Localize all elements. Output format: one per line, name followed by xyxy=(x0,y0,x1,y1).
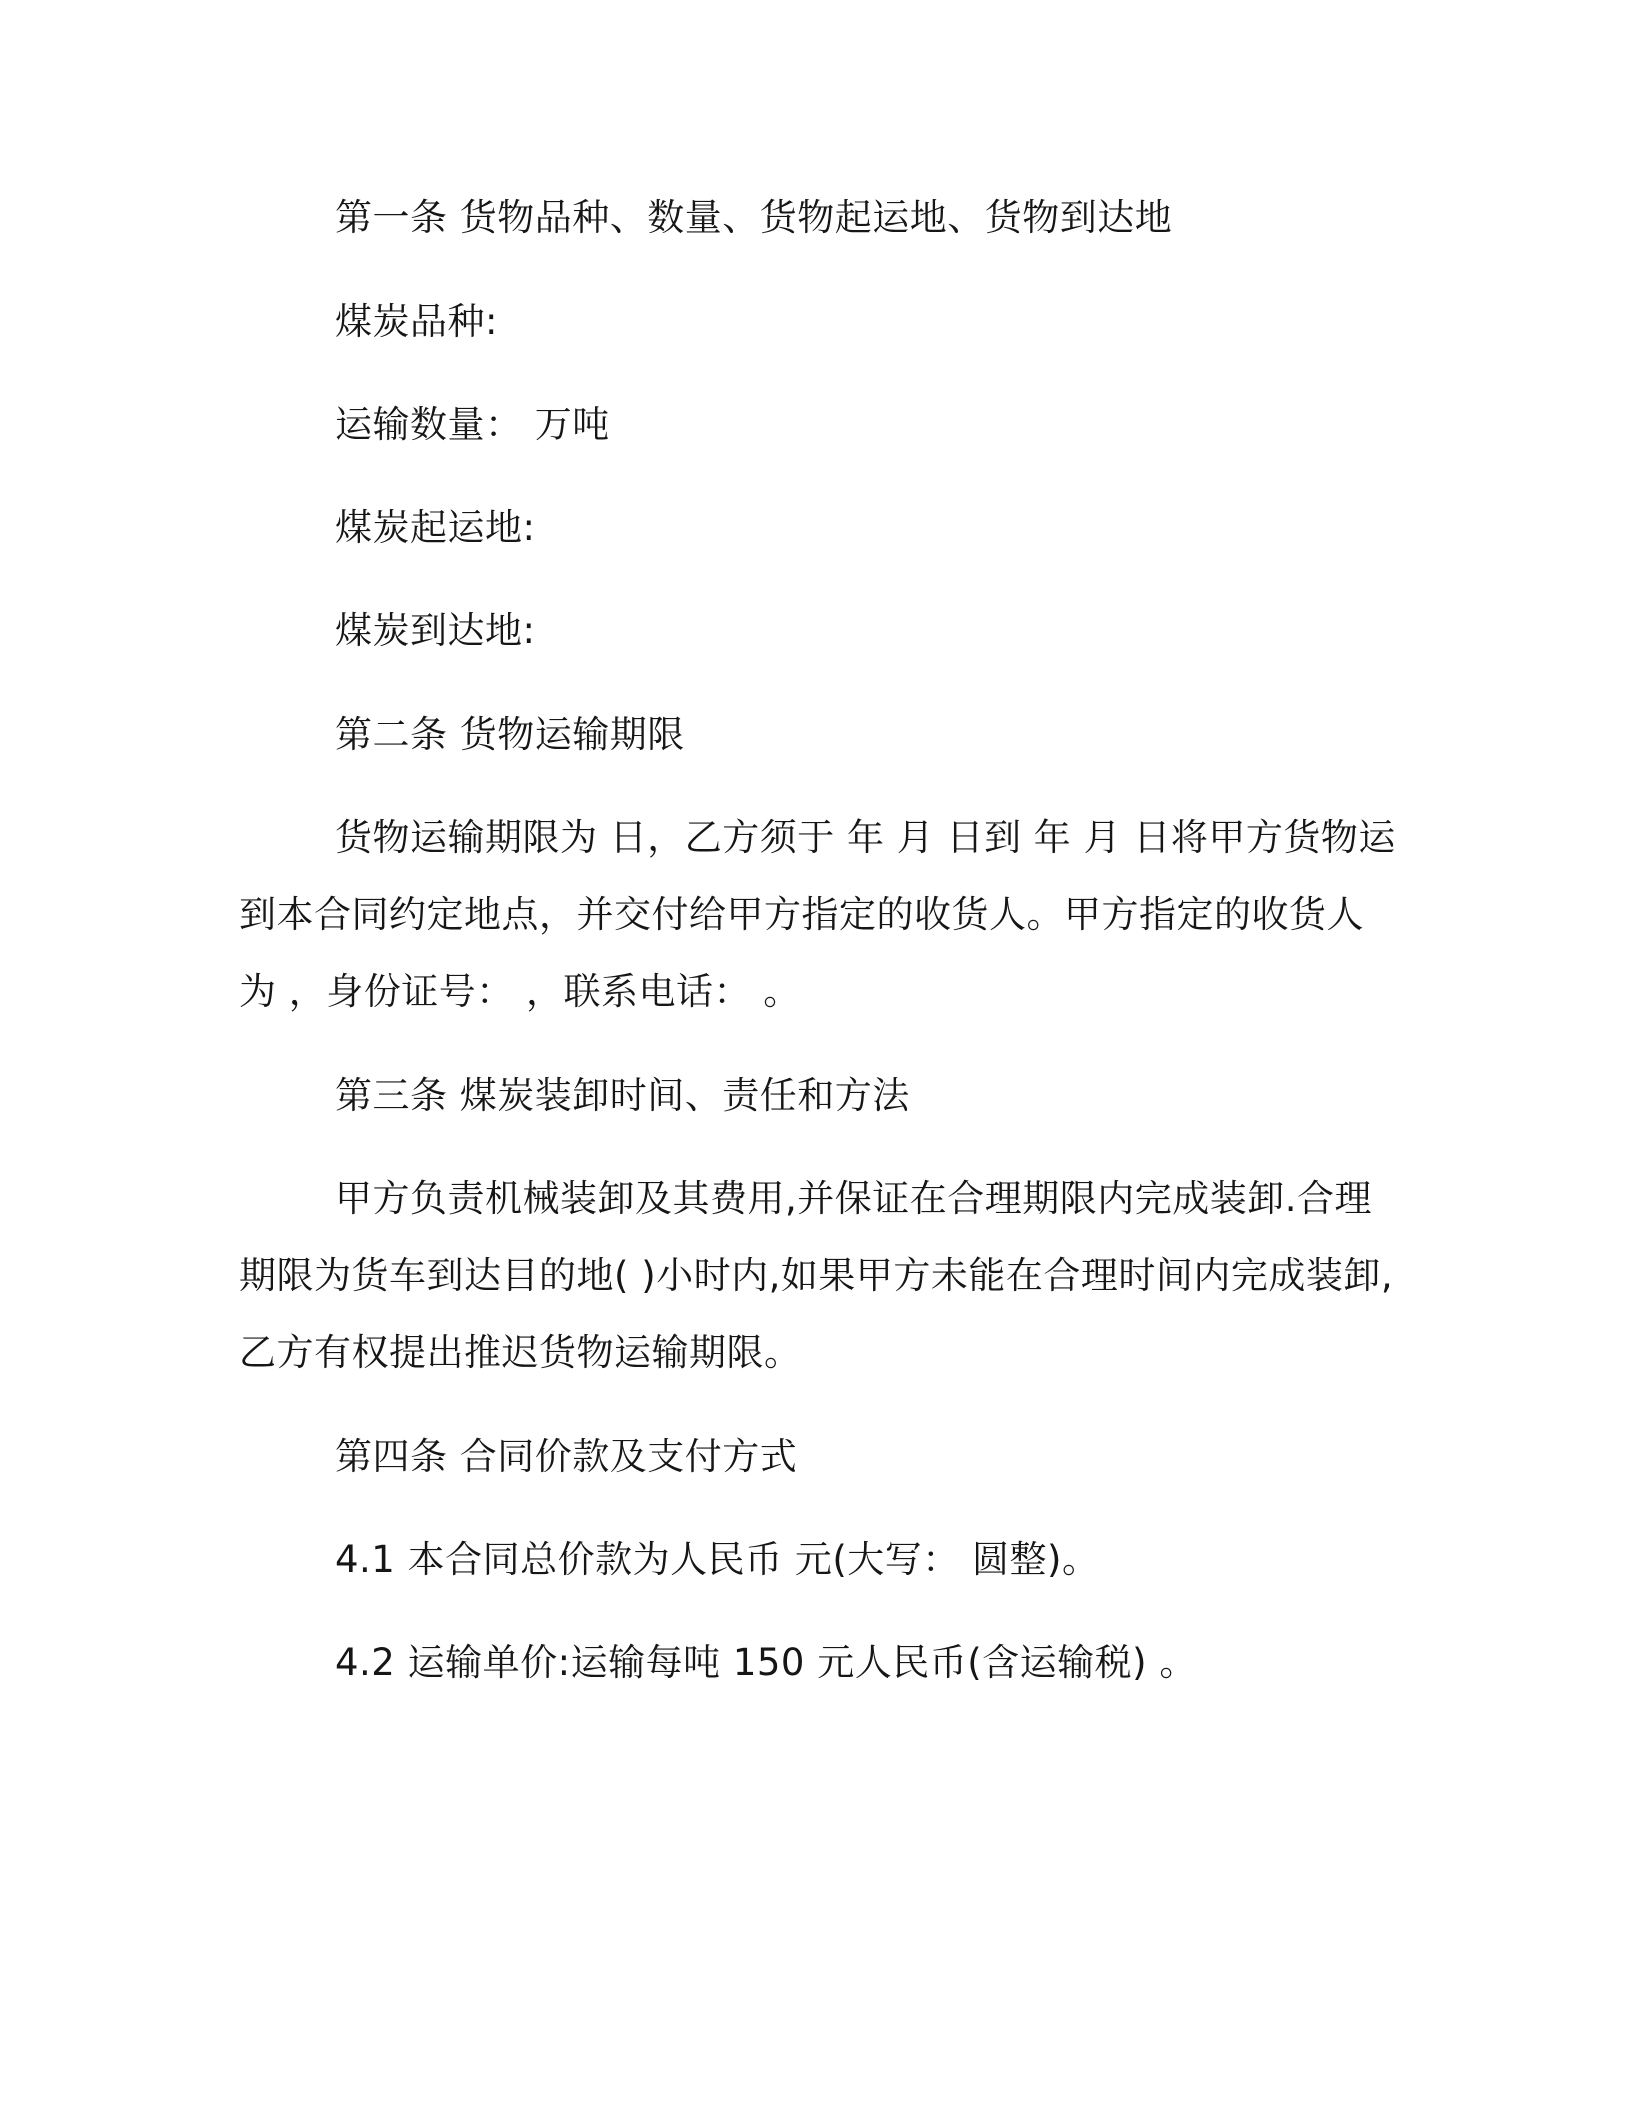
article4-heading: 第四条 合同价款及支付方式 xyxy=(335,1435,798,1478)
article4-item-2: 4.2 运输单价:运输每吨 150 元人民币(含运输税) 。 xyxy=(335,1641,1197,1684)
destination-field: 煤炭到达地: xyxy=(335,609,536,652)
article2-heading: 第二条 货物运输期限 xyxy=(335,713,685,756)
article4-item-1: 4.1 本合同总价款为人民币 元(大写： 圆整)。 xyxy=(335,1538,1100,1581)
article2-para-line-3: 为 ，身份证号： ，联系电话： 。 xyxy=(239,970,801,1013)
article3-heading: 第三条 煤炭装卸时间、责任和方法 xyxy=(335,1074,910,1117)
coal-type-field: 煤炭品种: xyxy=(335,300,498,343)
article1-heading: 第一条 货物品种、数量、货物起运地、货物到达地 xyxy=(335,196,1173,239)
article2-para-line-1: 货物运输期限为 日，乙方须于 年 月 日到 年 月 日将甲方货物运 xyxy=(335,816,1396,859)
quantity-field: 运输数量： 万吨 xyxy=(335,403,610,446)
article3-para-line-3: 乙方有权提出推迟货物运输期限。 xyxy=(239,1331,802,1374)
origin-field: 煤炭起运地: xyxy=(335,506,536,549)
article3-para-line-2: 期限为货车到达目的地( )小时内,如果甲方未能在合理时间内完成装卸, xyxy=(239,1254,1394,1297)
article3-para-line-1: 甲方负责机械装卸及其费用,并保证在合理期限内完成装卸.合理 xyxy=(335,1177,1373,1220)
article2-para-line-2: 到本合同约定地点，并交付给甲方指定的收货人。甲方指定的收货人 xyxy=(239,893,1364,936)
